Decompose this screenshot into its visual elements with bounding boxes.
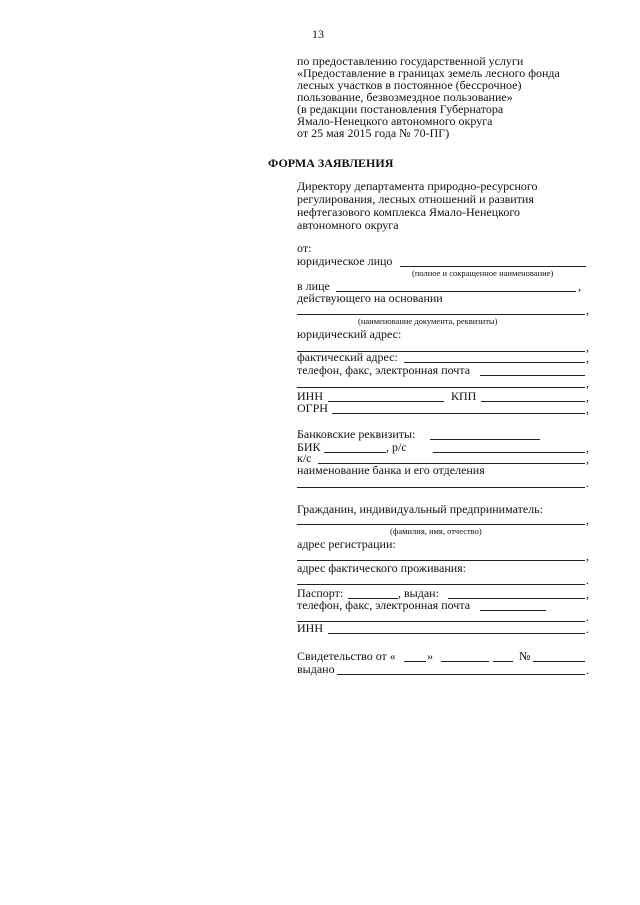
acting-basis-field[interactable] [297,314,585,315]
acting-basis-label: действующего на основании [297,291,443,305]
comma: , [586,390,589,404]
addressee-line: регулирования, лесных отношений и развития [297,192,534,206]
citizen-title: Гражданин, индивидуальный предприниматель: [297,502,543,516]
intro-line: «Предоставление в границах земель лесного фонда [297,66,560,80]
comma: , [586,441,589,455]
certificate-year-field[interactable] [493,661,513,662]
citizen-contacts-label: телефон, факс, электронная почта [297,598,471,612]
citizen-contacts-field[interactable] [480,610,546,611]
comma: , [586,452,589,466]
comma: , [586,303,589,317]
kpp-label: КПП [451,389,477,403]
bank-name-label: наименование банка и его отделения [297,463,485,477]
certificate-quote-close: » [427,649,433,663]
dot: . [586,610,589,624]
comma: , [586,513,589,527]
certificate-issued-by-label: выдано [297,662,335,676]
passport-label: Паспорт: [297,586,344,600]
ogrn-label: ОГРН [297,401,328,415]
intro-line: по предоставлению государственной услуги [297,54,524,68]
comma: , [578,279,581,293]
actual-residence-field[interactable] [297,584,585,585]
comma: , [586,340,589,354]
bank-name-field[interactable] [297,487,585,488]
bank-title: Банковские реквизиты: [297,427,416,441]
dot: . [586,573,589,587]
rs-field[interactable] [433,452,585,453]
bank-details-field[interactable] [430,439,540,440]
legal-entity-name-field[interactable] [400,266,586,267]
certificate-month-field[interactable] [441,661,489,662]
dot: . [586,622,589,636]
comma: , [586,587,589,601]
in-person-label: в лице [297,279,330,293]
from-label: от: [297,241,312,255]
comma: , [586,351,589,365]
intro-line: пользование, безвозмездное пользование» [297,90,513,104]
certificate-number-label: № [519,649,531,663]
legal-address-label: юридический адрес: [297,327,402,341]
addressee-line: Директору департамента природно-ресурсного [297,179,538,193]
intro-line: Ямало-Ненецкого автономного округа [297,114,493,128]
actual-address-label: фактический адрес: [297,350,398,364]
contacts-label: телефон, факс, электронная почта [297,363,471,377]
certificate-day-field[interactable] [404,661,426,662]
citizen-inn-label: ИНН [297,621,323,635]
certificate-number-field[interactable] [533,661,585,662]
citizen-contacts-field-2[interactable] [297,621,585,622]
bik-label: БИК [297,440,321,454]
contacts-field-2[interactable] [297,387,585,388]
legal-entity-name-hint: (полное и сокращенное наименование) [412,268,554,278]
actual-residence-label: адрес фактического проживания: [297,561,467,575]
page-number: 13 [312,27,324,41]
addressee-line: нефтегазового комплекса Ямало-Ненецкого [297,205,520,219]
comma: , [586,376,589,390]
inn-label: ИНН [297,389,323,403]
citizen-name-field[interactable] [297,524,585,525]
comma: , [586,549,589,563]
dot: . [586,476,589,490]
legal-entity-label: юридическое лицо [297,254,393,268]
passport-issued-label: , выдан: [398,586,439,600]
bik-field[interactable] [324,452,386,453]
inn-field[interactable] [328,401,444,402]
comma: , [586,402,589,416]
ks-label: к/с [297,451,312,465]
rs-label: , р/с [386,440,407,454]
certificate-issued-by-field[interactable] [337,674,585,675]
citizen-inn-field[interactable] [328,633,585,634]
acting-basis-hint: (наименование документа, реквизиты) [358,316,498,326]
reg-address-label: адрес регистрации: [297,537,396,551]
citizen-name-hint: (фамилия, имя, отчество) [390,526,482,536]
ogrn-field[interactable] [332,413,585,414]
intro-line: лесных участков в постоянное (бессрочное) [297,78,522,92]
dot: . [586,663,589,677]
addressee-line: автономного округа [297,218,399,232]
form-title: ФОРМА ЗАЯВЛЕНИЯ [268,156,394,170]
certificate-label: Свидетельство от « [297,649,396,663]
kpp-field[interactable] [481,401,585,402]
intro-line: от 25 мая 2015 года № 70-ПГ) [297,126,450,140]
intro-line: (в редакции постановления Губернатора [297,102,504,116]
contacts-field[interactable] [480,375,585,376]
